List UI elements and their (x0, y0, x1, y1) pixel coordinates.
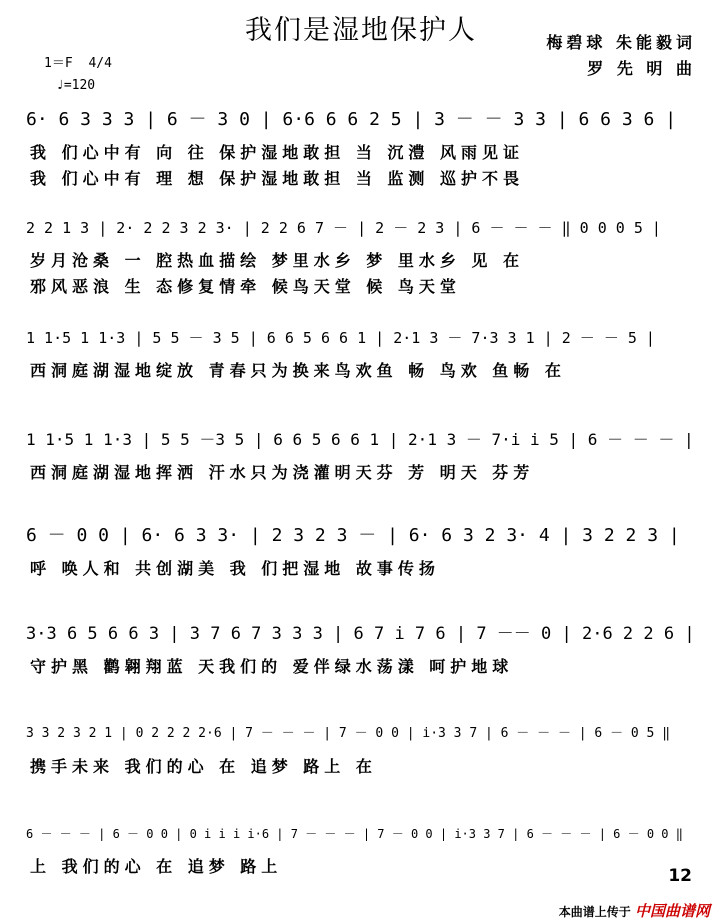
upload-text: 本曲谱上传于 (558, 905, 631, 919)
music-system (26, 318, 696, 428)
notation-line: 2 2 1 3 | 2· 2 2 3 2 3· | 2 2 6 7 － | 2 － 2 3 | 6 － － － ‖ 0 0 0 5 | (26, 219, 661, 237)
upload-site-logo: 中国曲谱网 (634, 902, 710, 920)
key-label: 1＝F (44, 56, 73, 71)
music-system (26, 420, 696, 530)
song-title: 我们是湿地保护人 (245, 15, 477, 46)
time-signature: 4/4 (88, 56, 112, 71)
music-system (26, 208, 696, 318)
notation-line: 6· 6 3 3 3 | 6 － 3 0 | 6·6 6 6 2 5 | 3 － － 3 3 | 6 6 3 6 | (26, 109, 677, 130)
lyric-line: 守护黑 鹳翱翔蓝 天我们的 爱伴绿水荡漾 呵护地球 (30, 657, 514, 676)
lyric-line: 岁月沧桑 一 腔热血描绘 梦里水乡 梦 里水乡 见 在 (30, 251, 524, 270)
upload-credit (559, 900, 710, 921)
key-signature (44, 52, 112, 71)
composer-credit: 罗 先 明 曲 (587, 59, 696, 78)
lyric-line: 西洞庭湖湿地绽放 青春只为换来鸟欢鱼 畅 鸟欢 鱼畅 在 (30, 361, 566, 380)
page-number: 12 (668, 866, 692, 886)
music-system (26, 714, 696, 824)
lyric-line: 我 们心中有 理 想 保护湿地敢担 当 监测 巡护不畏 (30, 169, 524, 188)
notation-line: 6 － 0 0 | 6· 6 3 3· | 2 3 2 3 － | 6· 6 3 2 3· 4 | 3 2 2 3 | (26, 525, 680, 546)
notation-line: 1 1·5 1 1·3 | 5 5 － 3 5 | 6 6 5 6 6 1 | 2·1 3 － 7·3 3 1 | 2 － － 5 | (26, 329, 655, 347)
lyric-line: 我 们心中有 向 往 保护湿地敢担 当 沉澧 风雨见证 (30, 143, 524, 162)
lyric-line: 邪风恶浪 生 态修复情牵 候鸟天堂 候 鸟天堂 (30, 277, 461, 296)
lyric-line: 呼 唤人和 共创湖美 我 们把湿地 故事传扬 (30, 559, 440, 578)
lyric-line: 携手未来 我们的心 在 追梦 路上 在 (30, 757, 377, 776)
notation-line: 3 3 2 3 2 1 | 0 2 2 2 2·6 | 7 － － － | 7 － 0 0 | i·3 3 7 | 6 － － － | 6 － 0 5 ‖ (26, 726, 671, 741)
music-system (26, 614, 696, 724)
notation-line: 6 － － － | 6 － 0 0 | 0 i i i i·6 | 7 － － － | 7 － 0 0 | i·3 3 7 | 6 － － － | 6 － 0 0 ‖ (26, 827, 683, 841)
tempo-marking: ♩=120 (56, 78, 96, 93)
lyric-line: 上 我们的心 在 追梦 路上 (30, 857, 283, 876)
notation-line: 3·3 6 5 6 6 3 | 3 7 6 7 3 3 3 | 6 7 i 7 6 | 7 －－ 0 | 2·6 2 2 6 | (26, 624, 695, 644)
music-system (26, 516, 696, 626)
notation-line: 1 1·5 1 1·3 | 5 5 －3 5 | 6 6 5 6 6 1 | 2·1 3 － 7·i i 5 | 6 － － － | (26, 430, 694, 449)
music-system (26, 100, 696, 210)
lyricist-credit: 梅碧球 朱能毅词 (546, 33, 696, 52)
lyric-line: 西洞庭湖湿地挥洒 汗水只为浇灌明天芬 芳 明天 芬芳 (30, 463, 535, 482)
